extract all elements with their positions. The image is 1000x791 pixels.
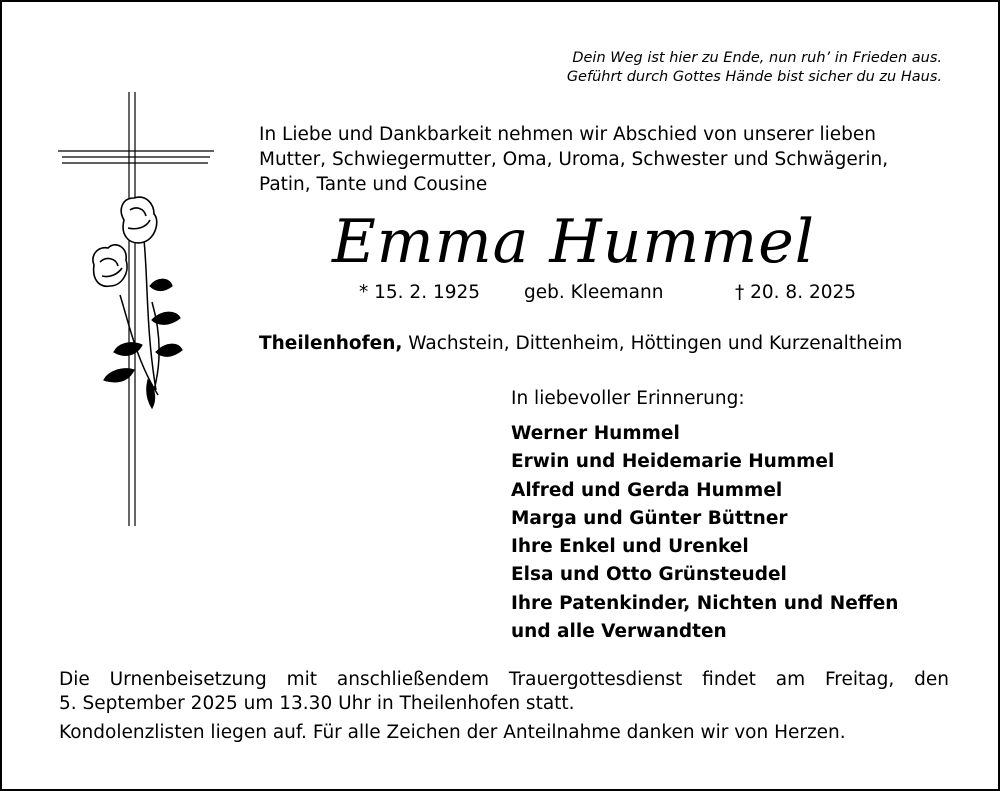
funeral-info bbox=[59, 668, 949, 716]
mourner-item: Erwin und Heidemarie Hummel bbox=[511, 451, 835, 473]
thanks-text: Kondolenzlisten liegen auf. Für alle Zeichen der Anteilnahme danken wir von Herzen. bbox=[59, 722, 846, 743]
mourner-item: Elsa und Otto Grünsteudel bbox=[511, 564, 787, 586]
funeral-word: mit bbox=[286, 669, 318, 690]
funeral-word: den bbox=[914, 669, 949, 690]
maiden-name: geb. Kleemann bbox=[524, 282, 664, 303]
memory-heading: In liebevoller Erinnerung: bbox=[511, 388, 745, 409]
intro-line: Mutter, Schwiegermutter, Oma, Uroma, Schwester und Schwägerin, bbox=[259, 149, 889, 170]
mourner-item: Ihre Enkel und Urenkel bbox=[511, 536, 749, 558]
memorial-verse bbox=[567, 49, 942, 87]
other-places: Wachstein, Dittenheim, Höttingen und Kurzenaltheim bbox=[402, 333, 903, 354]
intro-line: In Liebe und Dankbarkeit nehmen wir Abschied von unserer lieben bbox=[259, 124, 876, 145]
mourner-item: Werner Hummel bbox=[511, 423, 680, 444]
birth-date: * 15. 2. 1925 bbox=[359, 282, 481, 303]
funeral-line-2: 5. September 2025 um 13.30 Uhr in Theilenhofen statt. bbox=[59, 693, 575, 714]
mourner-item: Alfred und Gerda Hummel bbox=[511, 479, 783, 501]
mourners-list bbox=[511, 420, 898, 646]
funeral-word: Urnenbeisetzung bbox=[109, 669, 267, 690]
funeral-word: Freitag, bbox=[825, 669, 895, 690]
main-place: Theilenhofen, bbox=[259, 333, 403, 354]
mourner-item: und alle Verwandten bbox=[511, 621, 727, 643]
funeral-word: findet bbox=[702, 669, 756, 690]
cross-with-roses-icon bbox=[58, 90, 218, 530]
mourner-item: Marga und Günter Büttner bbox=[511, 507, 788, 529]
funeral-word: Die bbox=[59, 669, 90, 690]
mourner-item: Ihre Patenkinder, Nichten und Neffen bbox=[511, 592, 899, 614]
funeral-line-1 bbox=[59, 668, 949, 692]
funeral-word: am bbox=[775, 669, 806, 690]
intro-text bbox=[259, 122, 949, 197]
death-date: † 20. 8. 2025 bbox=[735, 282, 857, 303]
funeral-word: Trauergottesdienst bbox=[508, 669, 683, 690]
verse-line: Dein Weg ist hier zu Ende, nun ruh’ in Frieden aus. bbox=[572, 50, 942, 66]
funeral-word: anschließendem bbox=[336, 669, 490, 690]
verse-line: Geführt durch Gottes Hände bist sicher du zu Haus. bbox=[566, 69, 942, 85]
intro-line: Patin, Tante und Cousine bbox=[259, 174, 488, 195]
places-line bbox=[259, 333, 902, 354]
deceased-name: Emma Hummel bbox=[332, 207, 815, 277]
